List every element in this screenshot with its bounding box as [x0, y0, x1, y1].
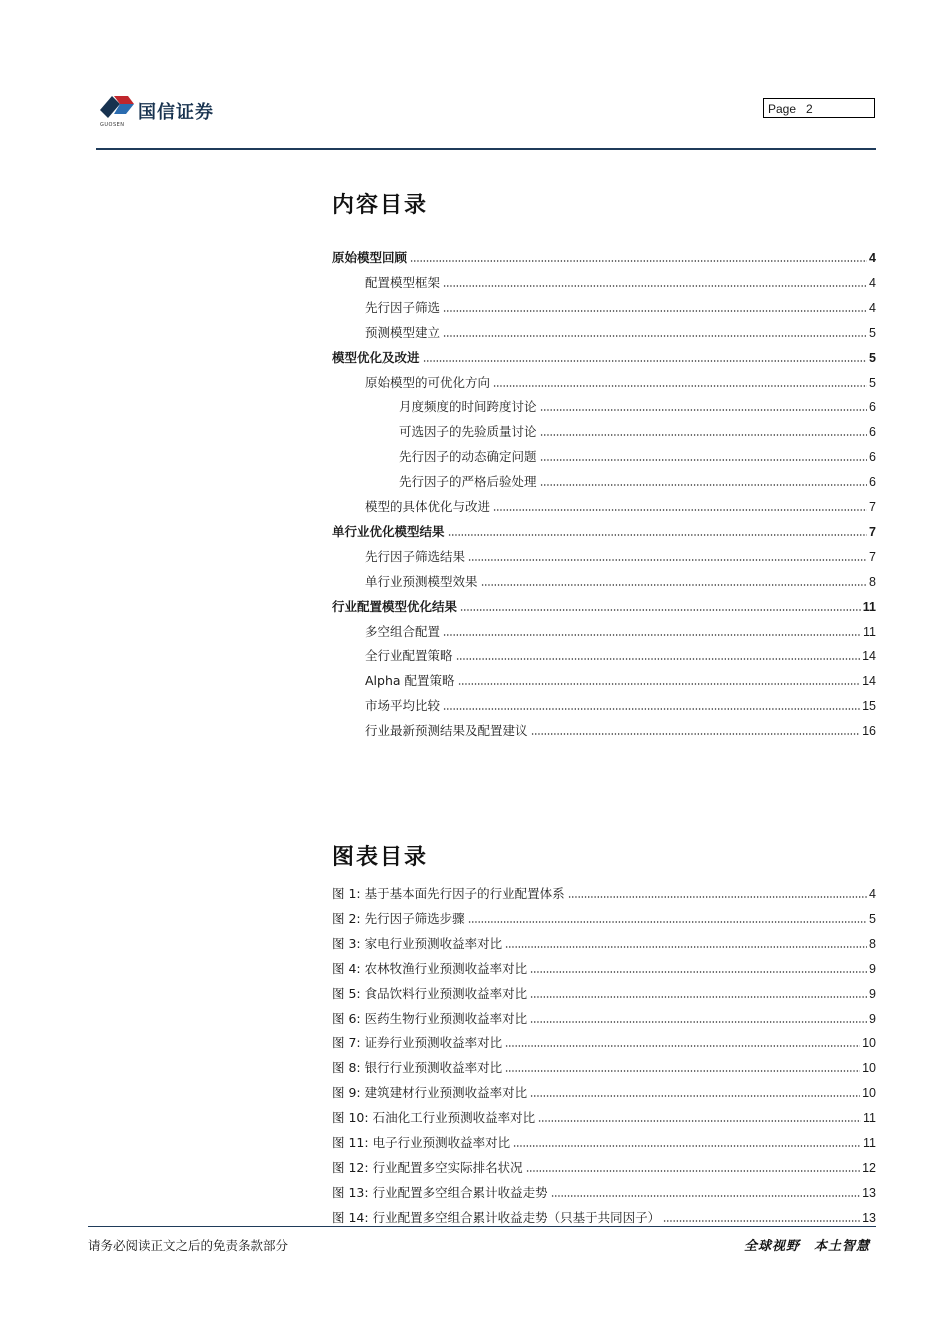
figure-entry-label: 图 10: 石油化工行业预测收益率对比	[332, 1110, 536, 1126]
logo-mark-icon	[98, 94, 136, 120]
toc-entry-page: 7	[869, 500, 876, 514]
toc-entry[interactable]	[332, 642, 876, 664]
toc-entry-leader	[493, 377, 867, 388]
figure-entry-leader	[530, 1087, 860, 1098]
figure-entry-label: 图 3: 家电行业预测收益率对比	[332, 935, 503, 951]
figure-entry-label: 图 5: 食品饮料行业预测收益率对比	[332, 985, 528, 1001]
figure-entry-page: 13	[862, 1210, 876, 1225]
figure-entry-leader	[526, 1162, 861, 1173]
figure-entry-leader	[538, 1112, 861, 1123]
figure-entry-page: 9	[869, 1011, 876, 1026]
toc-entry-leader	[443, 302, 867, 313]
toc-entry[interactable]	[332, 667, 876, 689]
toc-entry-label: 先行因子的严格后验处理	[399, 474, 537, 490]
page-header	[96, 88, 876, 150]
toc-entry-leader	[531, 725, 861, 736]
toc-entry-page: 11	[863, 624, 876, 639]
logo-text: 国信证券	[138, 102, 214, 123]
toc-entry[interactable]	[332, 393, 876, 415]
figure-entry-leader	[551, 1187, 861, 1198]
toc-entry-label: 单行业预测模型效果	[365, 573, 478, 589]
toc-entry-page: 14	[862, 674, 876, 689]
figure-entry-page: 10	[862, 1061, 876, 1076]
toc-entry[interactable]	[332, 692, 876, 714]
page-indicator	[763, 98, 875, 118]
toc-entry[interactable]	[332, 568, 876, 590]
figures-title: 图表目录	[332, 844, 429, 870]
figure-entry-label: 图 14: 行业配置多空组合累计收益走势（只基于共同因子）	[332, 1209, 661, 1225]
figure-entry[interactable]	[332, 1104, 876, 1126]
toc-entry-page: 4	[869, 251, 876, 265]
toc-entry-leader	[458, 675, 861, 686]
figure-entry-page: 11	[863, 1111, 876, 1126]
toc-entry-page: 5	[869, 350, 876, 365]
toc-entry-leader	[443, 327, 867, 338]
figure-entry[interactable]	[332, 1154, 876, 1176]
toc-title: 内容目录	[332, 192, 429, 218]
toc-entry-leader	[540, 451, 868, 462]
page-label: Page	[768, 102, 797, 116]
toc-entry[interactable]	[332, 593, 876, 615]
toc-entry-page: 4	[869, 300, 876, 315]
toc-entry-page: 16	[862, 724, 876, 739]
toc-entry[interactable]	[332, 319, 876, 341]
toc-entry-leader	[443, 626, 861, 637]
logo-subtext: GUOSEN	[100, 122, 125, 128]
figure-entry-leader	[505, 1062, 860, 1073]
figure-entry-leader	[505, 938, 867, 949]
toc-entry-label: 预测模型建立	[365, 324, 441, 340]
toc-entry-page: 15	[862, 699, 876, 714]
figure-entry-page: 12	[862, 1160, 876, 1175]
toc-entry-label: 原始模型的可优化方向	[365, 374, 491, 390]
figure-entry-page: 10	[862, 1086, 876, 1101]
toc-entry[interactable]	[332, 418, 876, 440]
toc-entry-label: 先行因子筛选	[365, 299, 441, 315]
figure-entry-label: 图 6: 医药生物行业预测收益率对比	[332, 1010, 528, 1026]
figure-entry-leader	[513, 1137, 861, 1148]
toc-entry-page: 6	[869, 475, 876, 490]
toc-entry-leader	[460, 601, 861, 612]
figure-entry[interactable]	[332, 1204, 876, 1226]
figure-entry-label: 图 4: 农林牧渔行业预测收益率对比	[332, 960, 528, 976]
toc-entry-label: 单行业优化模型结果	[332, 523, 445, 539]
toc-entry-leader	[423, 352, 868, 363]
figure-entry-page: 10	[862, 1036, 876, 1051]
toc-entry-page: 7	[869, 524, 876, 539]
toc-entry-leader	[443, 700, 860, 711]
toc-entry[interactable]	[332, 369, 876, 391]
toc-entry[interactable]	[332, 344, 876, 366]
toc-entry-label: 月度频度的时间跨度讨论	[399, 399, 537, 415]
figure-entry-leader	[505, 1037, 860, 1048]
toc-entry-leader	[493, 501, 867, 512]
toc-entry-page: 7	[869, 549, 876, 564]
toc-entry[interactable]	[332, 269, 876, 291]
toc-entry-page: 11	[862, 599, 876, 614]
toc-entry[interactable]	[332, 543, 876, 565]
figure-entry-label: 图 13: 行业配置多空组合累计收益走势	[332, 1184, 548, 1200]
footer-slogan: 全球视野 本土智慧	[743, 1239, 870, 1254]
toc-entry-leader	[456, 650, 861, 661]
toc-entry-label: 行业配置模型优化结果	[332, 598, 458, 614]
figure-entry[interactable]	[332, 955, 876, 977]
toc-entry[interactable]	[332, 443, 876, 465]
toc-entry-label: 模型优化及改进	[332, 349, 420, 365]
figure-entry[interactable]	[332, 930, 876, 952]
figure-entry[interactable]	[332, 1079, 876, 1101]
toc-entry-label: 先行因子筛选结果	[365, 548, 466, 564]
toc-entry-leader	[443, 277, 867, 288]
toc-entry-page: 6	[869, 400, 876, 415]
toc-entry-label: 原始模型回顾	[332, 250, 408, 265]
toc-entry-label: 模型的具体优化与改进	[365, 499, 491, 514]
toc-entry-page: 14	[862, 649, 876, 664]
toc-entry-leader	[468, 551, 867, 562]
toc-entry[interactable]	[332, 618, 876, 640]
toc-entry-page: 5	[869, 375, 876, 390]
toc-entry-label: 多空组合配置	[365, 623, 441, 639]
toc-entry-leader	[540, 476, 868, 487]
toc-entry-page: 6	[869, 425, 876, 440]
toc-entry-label: Alpha 配置策略	[365, 673, 455, 689]
toc-entry-leader	[410, 252, 867, 263]
toc-entry[interactable]	[332, 294, 876, 316]
toc-entry-leader	[448, 526, 868, 537]
figure-entry-label: 图 9: 建筑建材行业预测收益率对比	[332, 1085, 528, 1101]
figure-entry[interactable]	[332, 980, 876, 1002]
figure-entry-label: 图 12: 行业配置多空实际排名状况	[332, 1159, 523, 1175]
toc-entry-label: 配置模型框架	[365, 274, 441, 290]
toc-entry-label: 市场平均比较	[365, 698, 441, 714]
figure-entry-label: 图 2: 先行因子筛选步骤	[332, 910, 465, 926]
toc-entry[interactable]	[332, 493, 876, 515]
toc-entry[interactable]	[332, 518, 876, 540]
figure-entry-page: 8	[869, 936, 876, 951]
figure-entry-label: 图 1: 基于基本面先行因子的行业配置体系	[332, 886, 565, 901]
toc-entry[interactable]	[332, 468, 876, 490]
footer-divider	[88, 1226, 876, 1227]
toc-entry-label: 全行业配置策略	[365, 648, 453, 664]
toc-entry-label: 可选因子的先验质量讨论	[399, 424, 537, 440]
footer-disclaimer: 请务必阅读正文之后的免责条款部分	[88, 1238, 289, 1253]
page-number: 2	[806, 102, 813, 116]
toc-entry-page: 8	[869, 574, 876, 589]
figure-entry-page: 9	[869, 961, 876, 976]
figure-entry-leader	[468, 913, 867, 924]
figure-entry-leader	[530, 963, 867, 974]
figure-entry-page: 5	[869, 911, 876, 926]
toc-entry-label: 先行因子的动态确定问题	[399, 449, 537, 465]
toc-entry-page: 4	[869, 275, 876, 290]
figure-entry[interactable]	[332, 1129, 876, 1151]
figure-entry-label: 图 7: 证券行业预测收益率对比	[332, 1035, 503, 1051]
figure-entry[interactable]	[332, 1005, 876, 1027]
figure-entry[interactable]	[332, 905, 876, 927]
header-divider	[96, 148, 876, 150]
figure-entry-leader	[663, 1212, 860, 1223]
toc-entry-leader	[481, 576, 868, 587]
figure-entry-page: 11	[863, 1136, 876, 1150]
guosen-logo	[96, 92, 236, 132]
toc-entry[interactable]	[332, 244, 876, 266]
figure-entry-page: 13	[862, 1185, 876, 1200]
toc-entry-leader	[540, 426, 868, 437]
figure-entry[interactable]	[332, 1179, 876, 1201]
figure-entry-page: 9	[869, 986, 876, 1001]
figure-entry-label: 图 11: 电子行业预测收益率对比	[332, 1135, 511, 1150]
toc-entry-page: 6	[869, 450, 876, 465]
figure-entry-leader	[530, 988, 867, 999]
toc-entry-leader	[540, 401, 868, 412]
toc-entry-page: 5	[869, 325, 876, 340]
figure-entry-leader	[530, 1013, 867, 1024]
figure-entry[interactable]	[332, 1029, 876, 1051]
figure-entry[interactable]	[332, 880, 876, 902]
figure-entry-page: 4	[869, 887, 876, 901]
figure-entry-label: 图 8: 银行行业预测收益率对比	[332, 1060, 503, 1076]
toc-entry-label: 行业最新预测结果及配置建议	[365, 723, 528, 739]
figure-entry[interactable]	[332, 1054, 876, 1076]
toc-entry[interactable]	[332, 717, 876, 739]
figure-entry-leader	[568, 888, 867, 899]
